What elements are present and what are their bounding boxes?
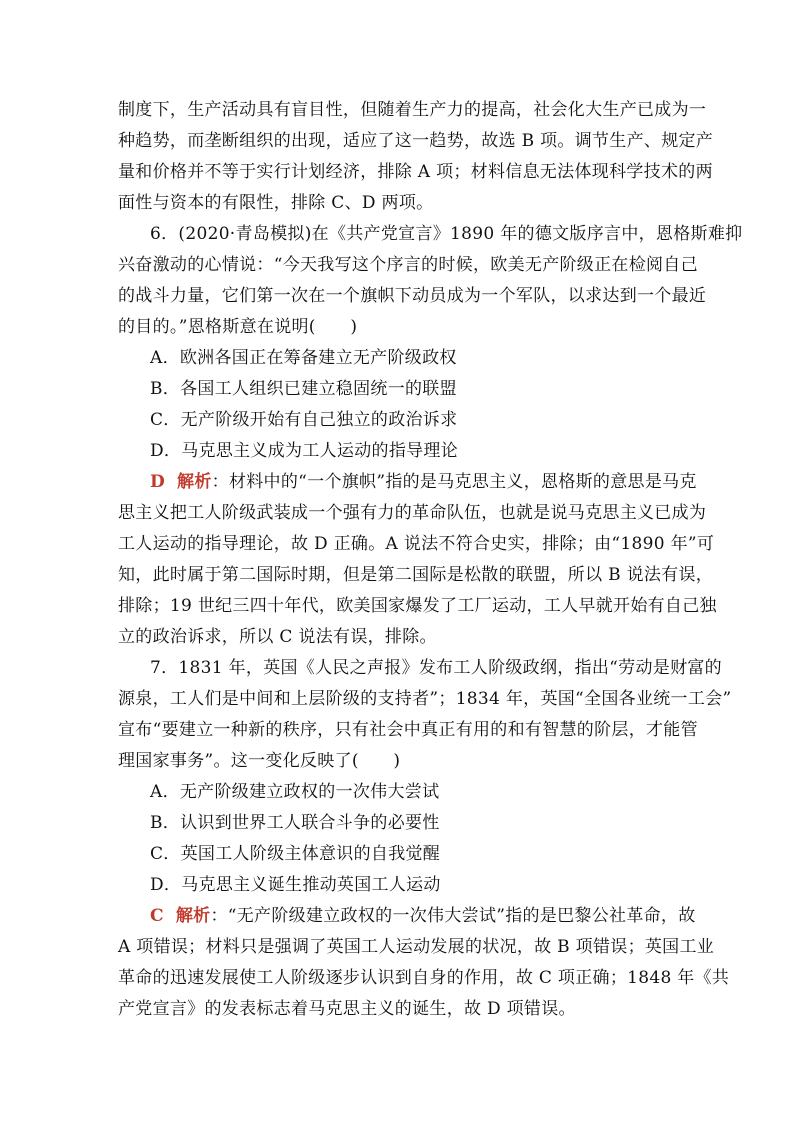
option-a: A．欧洲各国正在筹备建立无产阶级政权 [150,348,457,368]
option-c: C．英国工人阶级主体意识的自我觉醒 [150,844,441,864]
analysis-line: A 项错误；材料只是强调了英国工人运动发展的状况，故 B 项错误；英国工业 [118,937,715,957]
question-stem-line: 宣布“要建立一种新的秩序，只有社会中真正有用的和有智慧的阶层，才能管 [118,720,698,740]
question-stem-line: 7．1831 年，英国《人民之声报》发布工人阶级政纲，指出“劳动是财富的 [150,658,722,678]
analysis-line: 立的政治诉求，所以 C 说法有误，排除。 [118,627,437,647]
option-d: D．马克思主义成为工人运动的指导理论 [150,441,459,461]
question-7 [118,653,732,1025]
question-stem-line: 的战斗力量，它们第一次在一个旗帜下动员成为一个军队，以求达到一个最近 [118,286,707,306]
document-page [118,95,743,1025]
option-b: B．认识到世界工人联合斗争的必要性 [150,813,440,833]
question-stem-line: 的目的。”恩格斯意在说明( ) [118,317,358,337]
option-a: A．无产阶级建立政权的一次伟大尝试 [150,782,440,802]
analysis-line: 思主义把工人阶级武装成一个强有力的革命队伍，也就是说马克思主义已成为 [118,503,707,523]
text-line: 面性与资本的有限性，排除 C、D 两项。 [118,193,434,213]
answer-key: C [150,906,164,926]
analysis-line: 知，此时属于第二国际时期，但是第二国际是松散的联盟，所以 B 说法有误， [118,565,714,585]
option-b: B．各国工人组织已建立稳固统一的联盟 [150,379,457,399]
analysis-first-line [118,467,697,498]
question-stem-line: 理国家事务”。这一变化反映了( ) [118,751,401,771]
analysis-label: 解析 [175,906,211,926]
option-d: D．马克思主义诞生推动英国工人运动 [150,875,441,895]
question-6 [118,219,743,653]
option-c: C．无产阶级开始有自己独立的政治诉求 [150,410,458,430]
question-stem-line: 6．(2020·青岛模拟)在《共产党宣言》1890 年的德文版序言中，恩格斯难抑 [150,224,743,244]
analysis-text: ：材料中的“一个旗帜”指的是马克思主义，恩格斯的意思是马克 [211,472,697,492]
analysis-label: 解析 [177,472,212,492]
text-line: 制度下，生产活动具有盲目性，但随着生产力的提高，社会化大生产已成为一 [118,100,707,120]
analysis-line: 革命的迅速发展使工人阶级逐步认识到自身的作用，故 C 项正确；1848 年《共 [118,968,730,988]
text-line: 种趋势，而垄断组织的出现，适应了这一趋势，故选 B 项。调节生产、规定产 [118,131,714,151]
analysis-line: 排除；19 世纪三四十年代，欧美国家爆发了工厂运动，工人早就开始有自己独 [118,596,717,616]
prev-answer-block [118,95,714,219]
analysis-line: 产党宣言》的发表标志着马克思主义的诞生，故 D 项错误。 [118,999,576,1019]
analysis-text: ：“无产阶级建立政权的一次伟大尝试”指的是巴黎公社革命，故 [210,906,696,926]
question-stem-line: 源泉，工人们是中间和上层阶级的支持者”；1834 年，英国“全国各业统一工会” [118,689,732,709]
analysis-first-line [118,901,696,932]
answer-key: D [150,472,166,492]
text-line: 量和价格并不等于实行计划经济，排除 A 项；材料信息无法体现科学技术的两 [118,162,713,182]
analysis-line: 工人运动的指导理论，故 D 正确。A 说法不符合史实，排除；由“1890 年”可 [118,534,715,554]
question-stem-line: 兴奋激动的心情说：“今天我写这个序言的时候，欧美无产阶级正在检阅自己 [118,255,698,275]
